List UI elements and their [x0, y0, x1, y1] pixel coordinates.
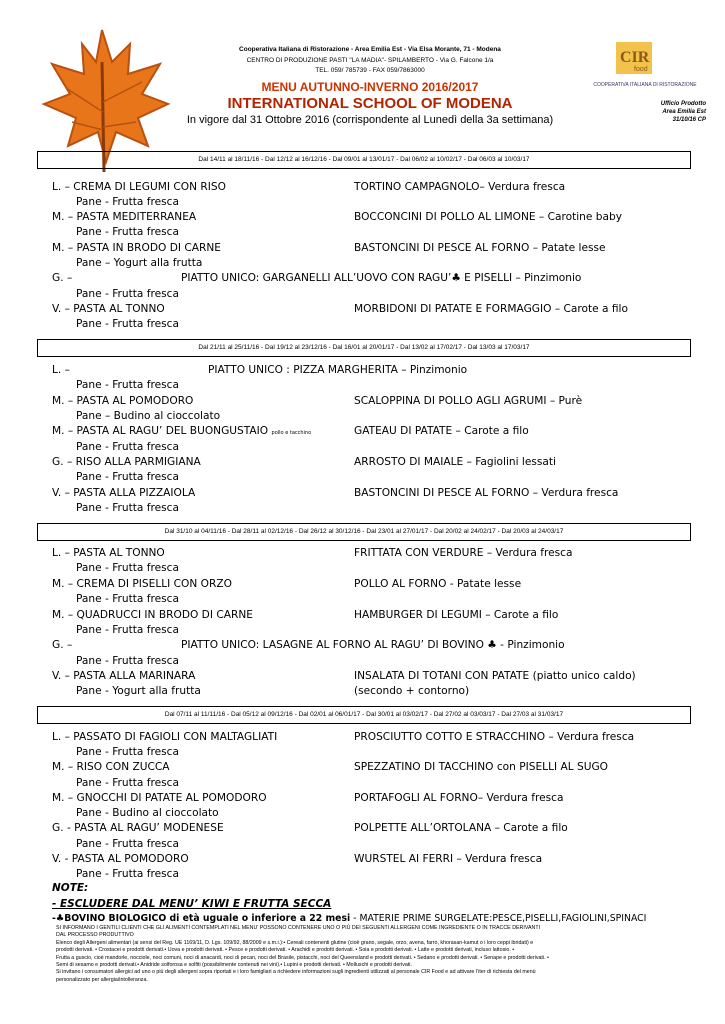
- menu-second-course: PORTAFOGLI AL FORNO– Verdura fresca: [354, 792, 564, 804]
- menu-single-dish: PIATTO UNICO: GARGANELLI ALL’UOVO CON RAGU’♣ E PISELLI – Pinzimonio: [181, 272, 582, 284]
- office-line1: Ufficio Prodotto: [660, 101, 706, 107]
- menu-second-course: INSALATA DI TOTANI CON PATATE (piatto unico caldo): [354, 670, 636, 682]
- menu-side: Pane - Frutta fresca: [76, 562, 179, 574]
- menu-first-course: M. – CREMA DI PISELLI CON ORZO: [52, 578, 232, 590]
- menu-second-course: FRITTATA CON VERDURE – Verdura fresca: [354, 547, 573, 559]
- org-line2: CENTRO DI PRODUZIONE PASTI "LA MADIA"- SPILAMBERTO - Via G. Falcone 1/a: [246, 57, 494, 64]
- org-line1: Cooperativa Italiana di Ristorazione - Area Emilia Est - Via Elsa Morante, 71 - Modena: [239, 46, 501, 53]
- validity-note: In vigore dal 31 Ottobre 2016 (corrispondente al Lunedì della 3a settimana): [186, 114, 554, 126]
- menu-first-course-note: pollo e tacchino: [271, 430, 312, 436]
- menu-first-course: M. – QUADRUCCI IN BRODO DI CARNE: [52, 609, 253, 621]
- menu-first-course: V. – PASTA AL TONNO: [52, 303, 165, 315]
- menu-side: Pane – Budino al cioccolato: [76, 410, 221, 422]
- office-line3: 31/10/16 CP: [672, 117, 706, 123]
- menu-second-course: ARROSTO DI MAIALE – Fagiolini lessati: [354, 456, 557, 468]
- menu-side: Pane - Budino al cioccolato: [76, 807, 219, 819]
- menu-first-course: M. – PASTA AL POMODORO: [52, 395, 194, 407]
- menu-side: Pane - Frutta fresca: [76, 838, 179, 850]
- office-line2: Area Emilia Est: [662, 109, 706, 115]
- menu-second-course: SPEZZATINO DI TACCHINO con PISELLI AL SUGO: [354, 761, 609, 773]
- menu-first-course: G. – RISO ALLA PARMIGIANA: [52, 456, 201, 468]
- menu-second-course: POLPETTE ALL’ORTOLANA – Carote a filo: [354, 822, 568, 834]
- menu-second-course: PROSCIUTTO COTTO E STRACCHINO – Verdura fresca: [354, 731, 635, 743]
- menu-side: Pane - Yogurt alla frutta: [76, 685, 201, 697]
- note-bio-rest: - MATERIE PRIME SURGELATE:PESCE,PISELLI,FAGIOLINI,SPINACI: [350, 913, 647, 924]
- menu-day-label: G. –: [52, 639, 73, 651]
- note-bio-bold: -♣BOVINO BIOLOGICO di età uguale o inferiore a 22 mesi: [52, 913, 351, 924]
- menu-title: MENU AUTUNNO-INVERNO 2016/2017: [261, 80, 479, 94]
- menu-day-label: G. –: [52, 272, 73, 284]
- fine-line: Semi di sesamo e prodotti derivati.• Anidride solforosa e solfiti (possibilmente contenuti nei vini).• Lupini e prodotti derivati. • Molluschi e prodotti derivati.: [56, 962, 412, 969]
- logo-brand: CIR: [620, 49, 650, 66]
- menu-first-course: V. - PASTA AL POMODORO: [52, 853, 189, 865]
- fine-line: Si invitano i consumatori allergici ad uno o più degli allergeni sopra riportati e i loro famigliari a richiedere informazioni sugli ingredienti utilizzati al personale CIR Food e ad attivare l’iter di richiesta del menù: [56, 969, 536, 976]
- menu-side: Pane – Yogurt alla frutta: [76, 257, 203, 269]
- menu-first-course: G. - PASTA AL RAGU’ MODENESE: [52, 822, 224, 834]
- menu-second-course: HAMBURGER DI LEGUMI – Carote a filo: [354, 609, 559, 621]
- office-stamp: [596, 100, 706, 124]
- fine-line: DAL PROCESSO PRODUTTIVO: [56, 932, 134, 939]
- menu-second-course: TORTINO CAMPAGNOLO– Verdura fresca: [354, 181, 566, 193]
- logo-sub: food: [634, 66, 648, 73]
- menu-side: Pane - Frutta fresca: [76, 593, 179, 605]
- menu-first-course: M. – PASTA IN BRODO DI CARNE: [52, 242, 222, 254]
- menu-side: Pane - Frutta fresca: [76, 441, 179, 453]
- menu-second-course: MORBIDONI DI PATATE E FORMAGGIO – Carote a filo: [354, 303, 628, 315]
- menu-side: Pane - Frutta fresca: [76, 624, 179, 636]
- menu-first-course: M. – RISO CON ZUCCA: [52, 761, 170, 773]
- org-line3: TEL. 059/ 785739 - FAX 059/7863000: [315, 67, 425, 74]
- menu-side: Pane - Frutta fresca: [76, 288, 179, 300]
- week-dates-4: Dal 07/11 al 11/11/16 - Dal 05/12 al 09/12/16 - Dal 02/01 al 06/01/17 - Dal 30/01 al 03/02/17 - Dal 27/02 al 03/03/17 - Dal 27/03 al 31/03/17: [37, 706, 691, 724]
- fine-line: Frutta a guscio, cioè mandorle, nocciole, noci comuni, noci di anacardi, noci di pecan, noci del Brasile, pistacchi, noci del Queensland e prodotti derivati. • Sedano e prodotti derivati. • Senape e prodotti derivati. •: [56, 954, 549, 961]
- menu-first-course: L. – CREMA DI LEGUMI CON RISO: [52, 181, 226, 193]
- menu-first-course: M. – PASTA MEDITERRANEA: [52, 211, 197, 223]
- fine-line: Elenco degli Allergeni alimentari (ai sensi del Reg. UE 1169/11, D. Lgs. 109/92, 88/2009 e s.m.i.):• Cereali contenenti glutine (cioè grano, segale, orzo, avena, farro, khorasan-kamut o i loro ceppi ibridati) e: [56, 939, 534, 946]
- menu-first-course: V. – PASTA ALLA MARINARA: [52, 670, 196, 682]
- menu-second-course: BASTONCINI DI PESCE AL FORNO – Verdura fresca: [354, 487, 619, 499]
- menu-second-course: POLLO AL FORNO - Patate lesse: [354, 578, 522, 590]
- menu-second-course: GATEAU DI PATATE – Carote a filo: [354, 425, 529, 437]
- week-dates-1: Dal 14/11 al 18/11/16 - Dal 12/12 al 16/12/16 - Dal 09/01 al 13/01/17 - Dal 06/02 al 10/02/17 - Dal 06/03 al 10/03/17: [37, 151, 691, 169]
- menu-second-course-extra: (secondo + contorno): [354, 685, 470, 697]
- allergen-notice: [56, 925, 681, 984]
- menu-second-course: BASTONCINI DI PESCE AL FORNO – Patate lesse: [354, 242, 606, 254]
- menu-second-course: SCALOPPINA DI POLLO AGLI AGRUMI – Purè: [354, 395, 583, 407]
- menu-side: Pane - Frutta fresca: [76, 777, 179, 789]
- menu-side: Pane - Frutta fresca: [76, 379, 179, 391]
- note-label: NOTE:: [52, 882, 89, 894]
- menu-side: Pane - Frutta fresca: [76, 226, 179, 238]
- menu-first-course: L. – PASSATO DI FAGIOLI CON MALTAGLIATI: [52, 731, 278, 743]
- menu-single-dish: PIATTO UNICO: LASAGNE AL FORNO AL RAGU’ DI BOVINO ♣ - Pinzimonio: [181, 639, 565, 651]
- menu-single-dish: PIATTO UNICO : PIZZA MARGHERITA – Pinzimonio: [208, 364, 468, 376]
- logo-caption: COOPERATIVA ITALIANA DI RISTORAZIONE: [593, 82, 697, 88]
- week-dates-3: Dal 31/10 al 04/11/16 - Dal 28/11 al 02/12/16 - Dal 26/12 al 30/12/16 - Dal 23/01 al 27/01/17 - Dal 20/02 al 24/02/17 - Dal 20/03 al 24/03/17: [37, 523, 691, 541]
- menu-second-course: BOCCONCINI DI POLLO AL LIMONE – Carotine baby: [354, 211, 622, 223]
- week-dates-2: Dal 21/11 al 25/11/16 - Dal 19/12 al 23/12/16 - Dal 16/01 al 20/01/17 - Dal 13/02 al 17/02/17 - Dal 13/03 al 17/03/17: [37, 339, 691, 357]
- menu-side: Pane - Frutta fresca: [76, 196, 179, 208]
- menu-side: Pane - Frutta fresca: [76, 655, 179, 667]
- menu-side: Pane - Frutta fresca: [76, 471, 179, 483]
- fine-line: SI INFORMANO I GENTILI CLIENTI CHE GLI ALIMENTI CONTEMPLATI NEL MENU’ POSSONO CONTENERE UNO O PIÙ DEI SEGUENTI ALLERGENI COME INGREDIENTE O IN TRACCE DERIVANTI: [56, 925, 541, 931]
- cir-logo-icon: [614, 40, 654, 76]
- menu-side: Pane - Frutta fresca: [76, 502, 179, 514]
- menu-day-label: L. –: [52, 364, 70, 376]
- menu-first-course: L. – PASTA AL TONNO: [52, 547, 165, 559]
- note-exclude: - ESCLUDERE DAL MENU’ KIWI E FRUTTA SECCA: [52, 898, 332, 910]
- menu-side: Pane - Frutta fresca: [76, 318, 179, 330]
- fine-line: personalizzato per allergia/intolleranza.: [56, 976, 148, 983]
- menu-side: Pane - Frutta fresca: [76, 746, 179, 758]
- school-name: INTERNATIONAL SCHOOL OF MODENA: [227, 95, 513, 112]
- note-bio: [52, 913, 646, 924]
- menu-first-course: M. – GNOCCHI DI PATATE AL POMODORO: [52, 792, 267, 804]
- menu-side: Pane - Frutta fresca: [76, 868, 179, 880]
- cir-food-logo: [593, 40, 700, 100]
- fine-line: prodotti derivati. • Crostacei e prodotti derivati.• Uova e prodotti derivati. • Pesce e prodotti derivati. • Arachidi e prodotti derivati. • Soia e prodotti derivati. • Latte e prodotti derivati, incluso lattosio. •: [56, 947, 515, 954]
- menu-first-course: [52, 425, 311, 437]
- menu-second-course: WURSTEL AI FERRI – Verdura fresca: [354, 853, 543, 865]
- menu-first-course-name: M. – PASTA AL RAGU’ DEL BUONGUSTAIO: [52, 425, 269, 437]
- menu-first-course: V. – PASTA ALLA PIZZAIOLA: [52, 487, 196, 499]
